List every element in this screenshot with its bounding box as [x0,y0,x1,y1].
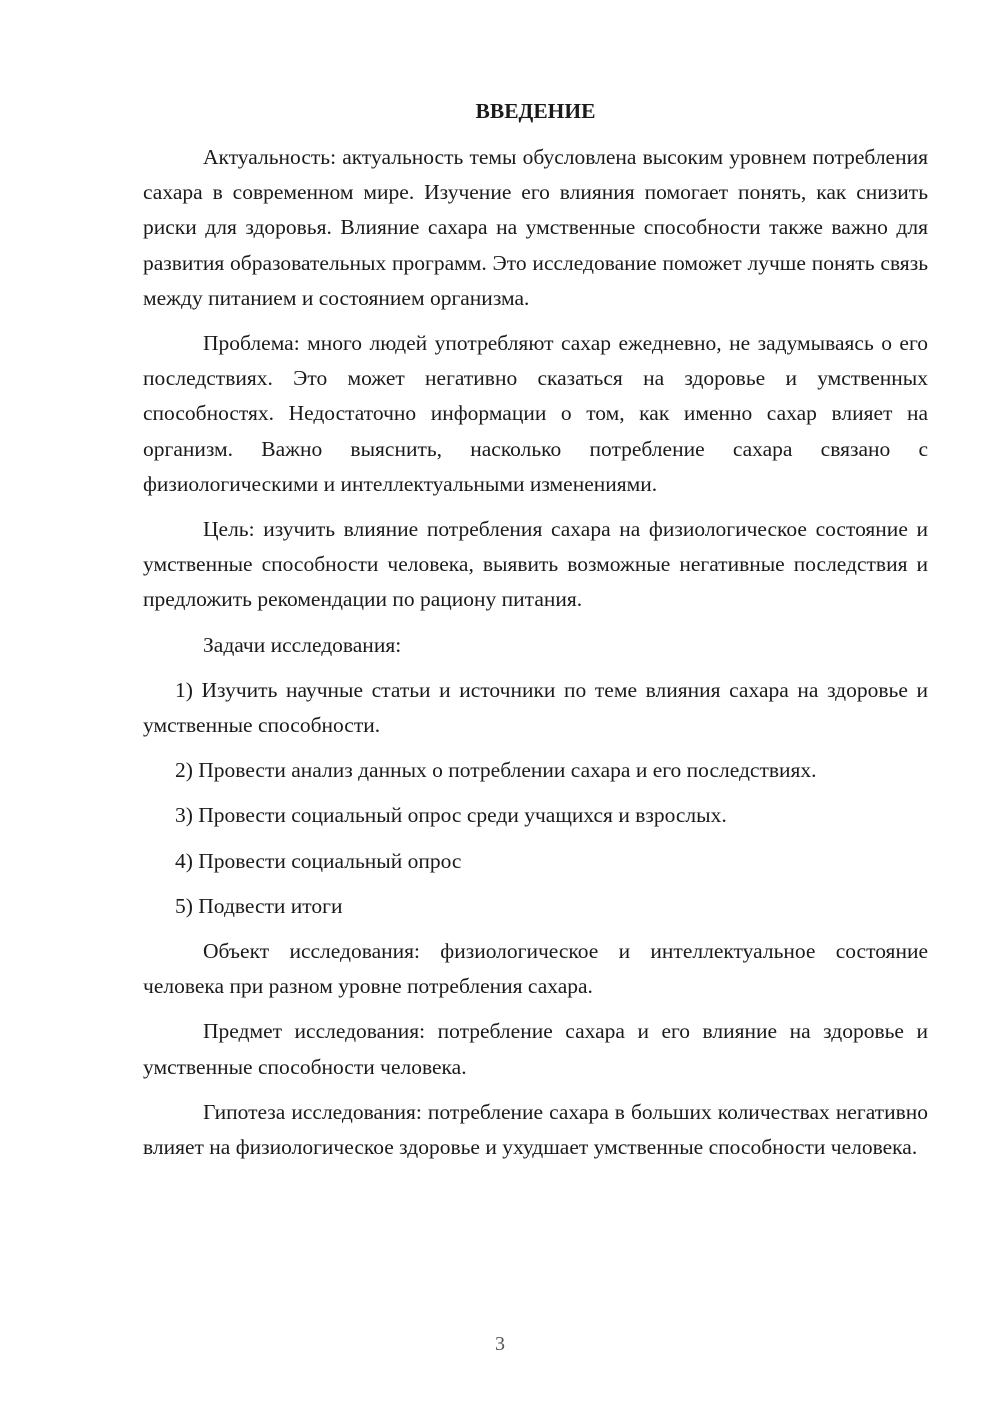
paragraph-problem: Проблема: много людей употребляют сахар ежедневно, не задумываясь о его последствиях. Это может негативно сказаться на здоровье и умственных способностях. Недостаточно информации о том, как именно сахар влияет на организм. Важно выяснить, насколько потребление сахара связано с физиологическими и интеллектуальными изменениями. [143,331,928,496]
tasks-heading: Задачи исследования: [203,632,402,657]
document-title: ВВЕДЕНИЕ [475,99,596,123]
paragraph-hypothesis: Гипотеза исследования: потребление сахара в больших количествах негативно влияет на физиологическое здоровье и ухудшает умственные способности человека. [143,1099,928,1160]
paragraph-relevance: Актуальность: актуальность темы обусловлена высоким уровнем потребления сахара в современном мире. Изучение его влияния помогает понять, как снизить риски для здоровья. Влияние сахара на умственные способности также важно для развития образовательных программ. Это исследование поможет лучше понять связь между питанием и состоянием организма. [143,145,928,310]
task-item-3: 3) Провести социальный опрос среди учащихся и взрослых. [175,803,727,828]
paragraph-goal: Цель: изучить влияние потребления сахара на физиологическое состояние и умственные способности человека, выявить возможные негативные последствия и предложить рекомендации по рациону питания. [143,517,928,612]
paragraph-subject: Предмет исследования: потребление сахара и его влияние на здоровье и умственные способности человека. [143,1019,928,1079]
task-item-2: 2) Провести анализ данных о потреблении сахара и его последствиях. [175,758,817,783]
task-item-5: 5) Подвести итоги [175,893,343,918]
task-item-4: 4) Провести социальный опрос [175,848,462,873]
tasks-list [143,673,928,924]
page-number: 3 [495,1333,505,1355]
document-page [143,94,928,1175]
task-item-1: 1) Изучить научные статьи и источники по теме влияния сахара на здоровье и умственные способности. [143,677,928,738]
paragraph-object: Объект исследования: физиологическое и интеллектуальное состояние человека при разном уровне потребления сахара. [143,939,928,999]
